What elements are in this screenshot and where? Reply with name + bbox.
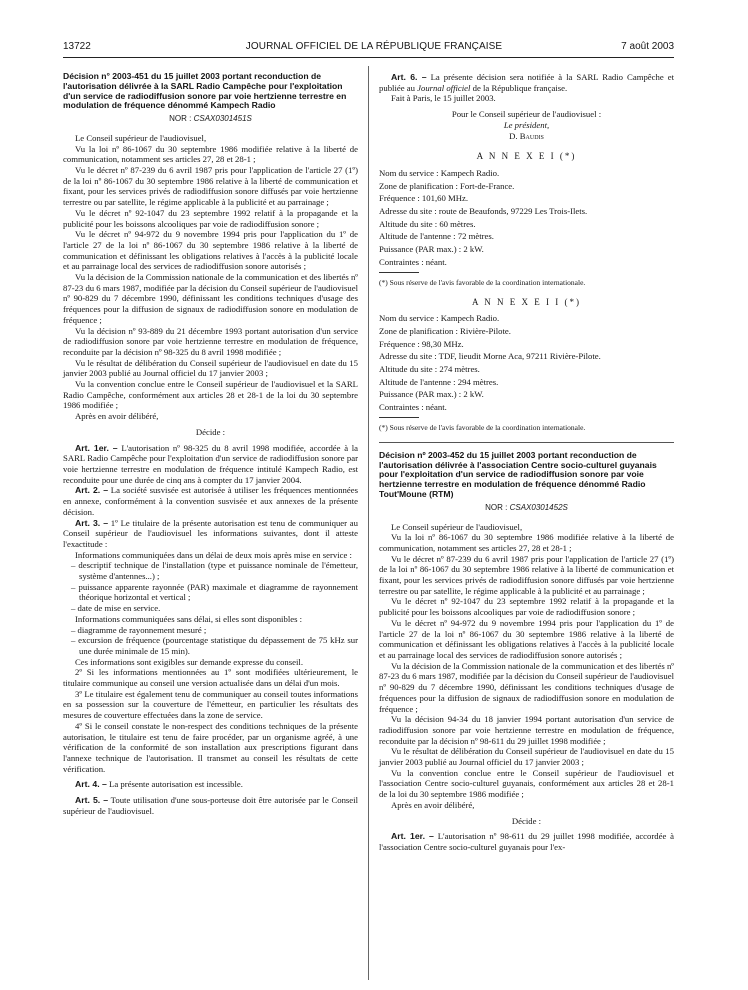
article-label: Art. 4. – (75, 779, 107, 790)
annex-2-title: A N N E X E I I (*) (472, 296, 581, 307)
article-1: Art. 1er. – L'autorisation nº 98-325 du 8 avril 1998 modifiée, accordée à la SARL Radio Campêche pour l'exploitation d'un service de radiodiffusion sonore par voie hertzienne terrestre en modulation de fréquence intitulé Kampech Radio, est reconduite pour une durée de cinq ans à compter du 17 janvier 2004. (63, 442, 359, 485)
decision-title: Décision nº 2003-452 du 15 juillet 2003 portant reconduction de l'autorisation délivrée à l'association Centre socio-culturel guyanais pour l'exploitation d'un service de radiodiffusion sonore par voie hertzienne terrestre en modulation de fréquence dénommé Radio Tout'Moune (RTM) (379, 449, 657, 500)
article-3-paragraph: 4º Si le conseil constate le non-respect des conditions techniques de la présente autorisation, le titulaire est tenu de faire procéder, par un organisme agréé, à une vérification de la conformité de son installation aux prescriptions figurant dans l'annexe technique de l'autorisation. Il transmet au conseil les résultats de cette vérification. (63, 720, 358, 774)
preamble-paragraph: Vu le décret nº 92-1047 du 23 septembre 1992 relatif à la propagande et la publicité pour les boissons alcooliques par voie de radiodiffusion sonore ; (379, 596, 674, 618)
nor-code: CSAX0301452S (509, 502, 568, 512)
annex-field: Zone de planification : Fort-de-France. (379, 180, 515, 191)
list-item: – puissance apparente rayonnée (PAR) maximale et diagramme de rayonnement théorique horizontal et vertical ; (71, 581, 358, 603)
annex-1-title: A N N E X E I (*) (476, 151, 577, 162)
preamble-paragraph: Après en avoir délibéré, (75, 411, 159, 422)
annex-field: Fréquence : 101,60 MHz. (379, 193, 469, 204)
preamble-paragraph: Après en avoir délibéré, (391, 799, 475, 810)
preamble-paragraph: Le Conseil supérieur de l'audiovisuel, (391, 521, 523, 532)
info-list (63, 560, 358, 614)
page-header (0, 39, 748, 55)
annex-field: Adresse du site : route de Beaufonds, 97229 Les Trois-Ilets. (379, 206, 588, 217)
article-label: Art. 5. – (75, 795, 109, 806)
preamble-paragraph: Vu le décret nº 87-239 du 6 avril 1987 pris pour l'application de l'article 27 (1º) de la loi nº 86-1067 du 30 septembre 1986 relative à la liberté de communication et fixant, pour les services privés de radiodiffusion sonore diffusés par voie hertzienne terrestre ou par satellite, le régime applicable à la publicité et au parrainage ; (379, 553, 674, 596)
preamble-paragraph: Vu la décision nº 93-889 du 21 décembre 1993 portant autorisation d'un service de radiodiffusion sonore par voie hertzienne terrestre en modulation de fréquence, reconduite par la décision nº 98-325 du 8 avril 1998 modifiée ; (63, 325, 358, 357)
preamble-paragraph: Vu la décision de la Commission nationale de la communication et des libertés nº 87-23 du 6 mars 1987, modifiée par la décision du Conseil supérieur de l'audiovisuel nº 90-829 du 7 décembre 1990, définissant les conditions techniques d'usage des fréquences pour la diffusion de signaux de radiodiffusion sonore en modulation de fréquence ; (63, 272, 358, 325)
annex-field: Altitude du site : 60 mètres. (379, 218, 476, 229)
article-3-paragraph: 2º Si les informations mentionnées au 1º sont modifiées ultérieurement, le titulaire communique au conseil une version actualisée dans un délai d'un mois. (63, 667, 358, 689)
preamble-paragraph: Vu le résultat de délibération du Conseil supérieur de l'audiovisuel en date du 15 janvier 2003 publié au Journal officiel du 17 janvier 2003 ; (63, 357, 358, 379)
decide-heading: Décide : (511, 815, 542, 826)
nor-code: CSAX0301451S (193, 114, 252, 124)
annex-2-footnote: (*) Sous réserve de l'avis favorable de la coordination internationale. (379, 422, 586, 432)
decide-heading: Décide : (195, 426, 226, 437)
annex-field: Altitude de l'antenne : 72 mètres. (379, 231, 494, 242)
footnote-rule (379, 417, 419, 418)
publication-date: 7 août 2003 (621, 41, 674, 52)
info-delay-intro: Informations communiquées dans un délai de deux mois après mise en service : (75, 549, 352, 560)
annex-field: Adresse du site : TDF, lieudit Morne Aca, 97211 Rivière-Pilote. (379, 351, 601, 362)
annex-field: Puissance (PAR max.) : 2 kW. (379, 244, 484, 255)
annex-field: Fréquence : 98,30 MHz. (379, 338, 464, 349)
signature-intro: Pour le Conseil supérieur de l'audiovisuel : (451, 109, 602, 120)
article-label: Art. 2. – (75, 485, 109, 496)
article-3: Art. 3. – 1º Le titulaire de la présente autorisation est tenu de communiquer au Conseil supérieur de l'audiovisuel les informations suivantes, dont il atteste l'exactitude : (63, 517, 358, 549)
preamble-paragraph: Le Conseil supérieur de l'audiovisuel, (75, 132, 207, 143)
right-column (379, 72, 674, 853)
annex-field: Nom du service : Kampech Radio. (379, 167, 500, 178)
article-2: Art. 2. – La société susvisée est autorisée à utiliser les fréquences mentionnées en annexe, conformément à la convention susvisée et aux annexes de la présente décision. (63, 485, 358, 517)
preamble-paragraph: Vu le décret nº 92-1047 du 23 septembre 1992 relatif à la propagande et la publicité pour les boissons alcooliques par voie de radiodiffusion sonore ; (63, 207, 358, 229)
list-item: – date de mise en service. (71, 603, 161, 614)
nor-reference: NOR : CSAX0301451S (169, 114, 252, 124)
annex-field: Altitude de l'antenne : 294 mètres. (379, 376, 499, 387)
article-label: Art. 3. – (75, 517, 109, 528)
preamble-paragraph: Vu la décision 94-34 du 18 janvier 1994 portant autorisation d'un service de radiodiffusion sonore par voie hertzienne terrestre en modulation de fréquence, reconduite par la décision nº 98-611 du 29 juillet 1998 modifiée ; (379, 714, 674, 746)
page-number: 13722 (63, 41, 91, 52)
annex-field: Altitude du site : 274 mètres. (379, 364, 480, 375)
preamble-paragraph: Vu le résultat de délibération du Conseil supérieur de l'audiovisuel en date du 15 janvier 2003 publié au Journal officiel du 17 janvier 2003 ; (379, 746, 674, 768)
info-nodelay-intro: Informations communiquées sans délai, si elles sont disponibles : (75, 613, 303, 624)
article-3-paragraph: 3º Le titulaire est également tenu de communiquer au conseil toutes informations en sa possession sur la couverture de l'émetteur, en particulier les résultats des mesures de couverture effectuées dans la zone de service. (63, 688, 358, 721)
header-rule (63, 57, 674, 58)
preamble-paragraph: Vu le décret nº 94-972 du 9 novembre 1994 pris pour l'application du 1º de l'article 27 de la loi nº 86-1067 du 30 septembre 1986 relative à la liberté de communication et définissant les obligations relatives à l'accès à la publicité locale et au parrainage local des services de radiodiffusion sonore autorisés ; (63, 229, 358, 272)
left-column (63, 72, 358, 816)
done-at: Fait à Paris, le 15 juillet 2003. (391, 93, 496, 104)
preamble (379, 522, 674, 811)
annex-2-fields (379, 313, 674, 413)
article-label: Art. 1er. – (391, 831, 434, 842)
article-label: Art. 6. – (391, 72, 427, 82)
article-3-paragraph: Ces informations sont exigibles sur demande expresse du conseil. (75, 656, 304, 667)
decision-title: Décision n° 2003-451 du 15 juillet 2003 portant reconduction de l'autorisation délivrée à la SARL Radio Campêche pour l'exploitation d'un service de radiodiffusion sonore par voie hertzienne terrestre en modulation de fréquence dénommé Kampech Radio (63, 71, 347, 111)
annex-1-footnote: (*) Sous réserve de l'avis favorable de la coordination internationale. (379, 277, 586, 287)
annex-field: Puissance (PAR max.) : 2 kW. (379, 389, 484, 400)
preamble-paragraph: Vu la décision de la Commission nationale de la communication et des libertés nº 87-23 du 6 mars 1987, modifiée par la décision du Conseil supérieur de l'audiovisuel nº 90-829 du 7 décembre 1990, définissant les conditions techniques d'usage de fréquences pour la diffusion de signaux de radiodiffusion sonore en modulation de fréquence ; (379, 660, 674, 714)
article-5: Art. 5. – Toute utilisation d'une sous-porteuse doit être autorisée par le Conseil supérieur de l'audiovisuel. (63, 795, 358, 816)
annex-field: Nom du service : Kampech Radio. (379, 313, 500, 324)
info-list (63, 625, 358, 657)
nor-reference: NOR : CSAX0301452S (485, 502, 568, 512)
section-divider (379, 442, 674, 443)
article-label: Art. 1er. – (75, 442, 118, 453)
preamble-paragraph: Vu la loi nº 86-1067 du 30 septembre 1986 modifiée relative à la liberté de communication, notamment ses articles 27, 28 et 28-1 ; (63, 143, 358, 165)
preamble-paragraph: Vu la loi nº 86-1067 du 30 septembre 1986 modifiée relative à la liberté de communication, notamment ses articles 27, 28 et 28-1 ; (379, 532, 674, 553)
column-divider (368, 66, 369, 980)
annex-1-fields (379, 168, 674, 268)
list-item: – excursion de fréquence (pourcentage statistique du dépassement de 75 kHz sur une durée minimale de 15 min). (71, 635, 358, 656)
signature-name: D. Baudis (509, 130, 544, 141)
annex-field: Contraintes : néant. (379, 402, 447, 413)
signature-role: Le président, (503, 119, 550, 130)
preamble-paragraph: Vu la convention conclue entre le Conseil supérieur de l'audiovisuel et la SARL Radio Campêche, conformément aux articles 28 et 28-1 de la loi du 30 septembre 1986 modifiée ; (63, 379, 358, 411)
list-item: – diagramme de rayonnement mesuré ; (71, 624, 207, 635)
journal-title: JOURNAL OFFICIEL DE LA RÉPUBLIQUE FRANÇAISE (245, 41, 503, 52)
preamble-paragraph: Vu le décret nº 87-239 du 6 avril 1987 pris pour l'application de l'article 27 (1º) de la loi nº 86-1067 du 30 septembre 1986 relative à la liberté de communication et fixant, pour les services privés de radiodiffusion sonore diffusés par voie hertzienne terrestre ou par satellite, le régime applicable à la publicité et au parrainage ; (63, 165, 358, 208)
list-item: – descriptif technique de l'installation (type et puissance nominale de l'émetteur, système d'antennes...) ; (71, 560, 358, 582)
annex-field: Contraintes : néant. (379, 256, 447, 267)
footnote-rule (379, 272, 419, 273)
annex-field: Zone de planification : Rivière-Pilote. (379, 325, 511, 336)
article-4: Art. 4. – La présente autorisation est incessible. (75, 779, 243, 790)
article-1: Art. 1er. – L'autorisation nº 98-611 du 29 juillet 1998 modifiée, accordée à l'association Centre socio-culturel guyanais pour l'ex- (379, 831, 675, 852)
preamble (63, 133, 358, 422)
preamble-paragraph: Vu le décret nº 94-972 du 9 novembre 1994 pris pour l'application du 1º de l'article 27 de la loi nº 86-1067 du 30 septembre 1986 relative à la liberté de communication et définissant les obligations relatives à l'accès à la publicité locale et au parrainage local des services de radiodiffusion sonore autorisés ; (379, 617, 674, 660)
article-6: Art. 6. – La présente décision sera notifiée à la SARL Radio Campêche et publiée au Journal officiel de la République française. (379, 72, 674, 93)
preamble-paragraph: Vu la convention conclue entre le Conseil supérieur de l'audiovisuel et l'association Centre socio-culturel guyanais, conformément aux articles 28 et 28-1 de la loi du 30 septembre 1986 modifiée ; (379, 767, 674, 800)
